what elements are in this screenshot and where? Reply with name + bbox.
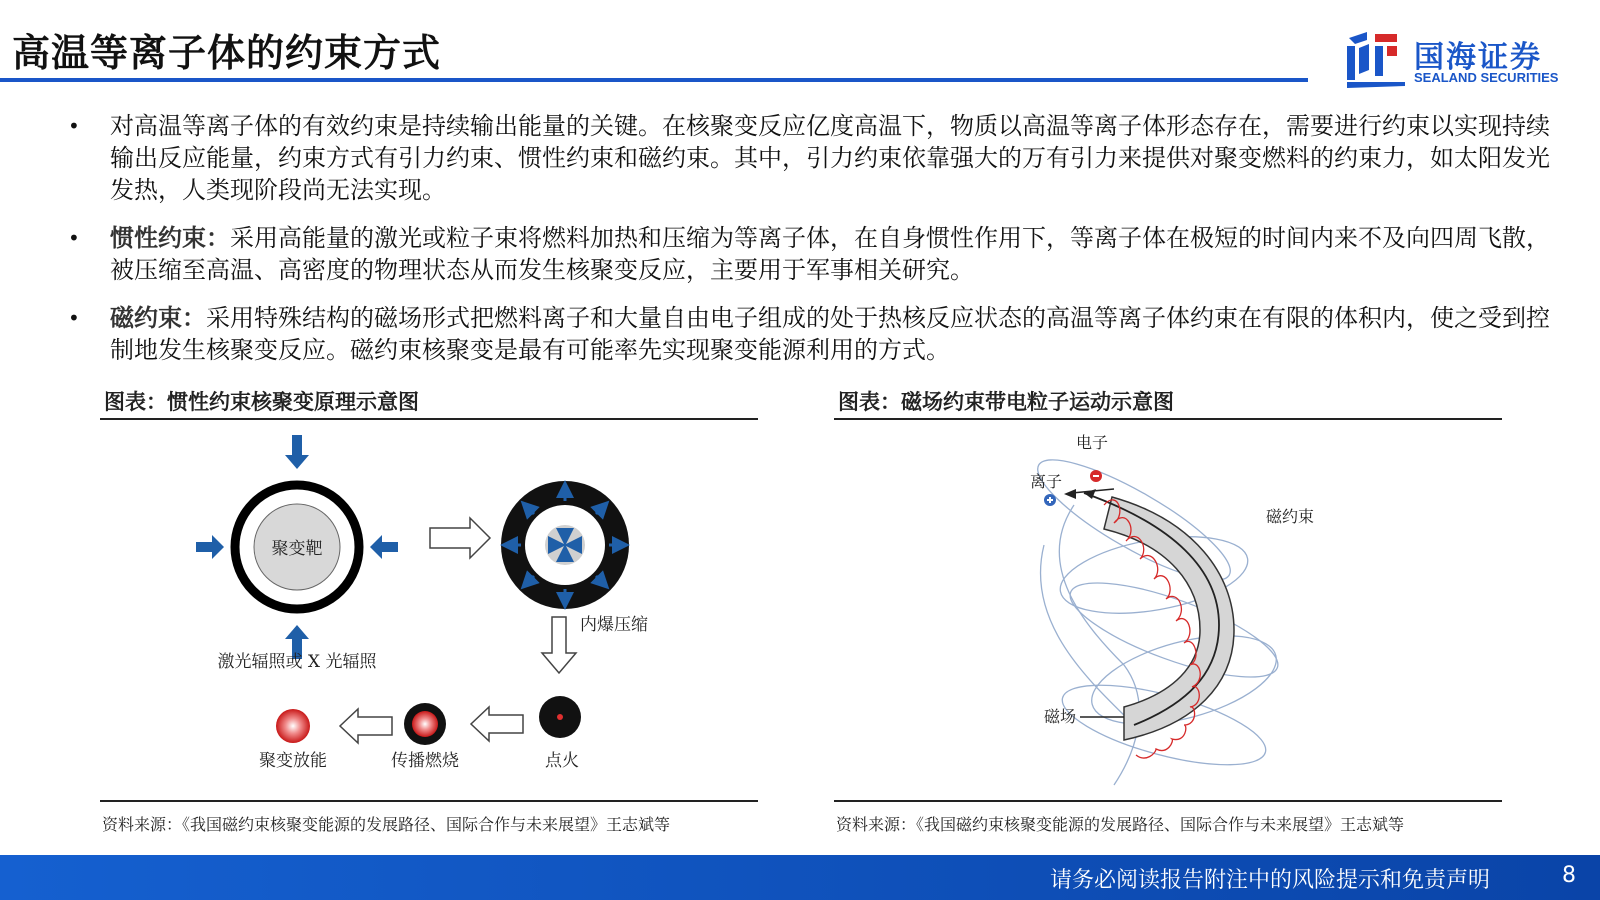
electron-label: 电子 [1076, 433, 1109, 452]
ion-arrow-head-icon [1064, 489, 1076, 499]
compression-ring [501, 481, 629, 609]
source-rule [100, 800, 758, 802]
footer-bar [0, 855, 1600, 900]
caption-rule [834, 418, 1502, 420]
laser-label: 激光辐照或 X 光辐照 [217, 652, 377, 672]
implosion-label: 内爆压缩 [580, 615, 648, 635]
ignition-icon [539, 696, 581, 738]
page-number: 8 [1562, 863, 1576, 888]
logo-subtitle: SEALAND SECURITIES [1414, 70, 1559, 85]
bullet-text: 采用特殊结构的磁场形式把燃料离子和大量自由电子组成的处于热核反应状态的高温等离子体约束在有限的体积内，使之受到控制地发生核聚变反应。磁约束核聚变是最有可能率先实现聚变能源利用的方式。 [110, 304, 1550, 364]
hollow-arrow-right-icon [430, 518, 490, 558]
figure-source: 资料来源：《我国磁约束核聚变能源的发展路径、国际合作与未来展望》王志斌等 [102, 815, 671, 834]
bullet-item [60, 222, 1560, 286]
bullet-keyword: 磁约束： [110, 304, 206, 332]
bullet-text: 对高温等离子体的有效约束是持续输出能量的关键。在核聚变反应亿度高温下，物质以高温等离子体形态存在，需要进行约束以实现持续输出反应能量，约束方式有引力约束、惯性约束和磁约束。其中，引力约束依靠强大的万有引力来提供对聚变燃料的约束力，如太阳发光发热，人类现阶段尚无法实现。 [110, 112, 1550, 204]
bullet-text: 采用高能量的激光或粒子束将燃料加热和压缩为等离子体，在自身惯性作用下，等离子体在极短的时间内来不及向四周飞散，被压缩至高温、高密度的物理状态从而发生核聚变反应，主要用于军事相关研究。 [110, 224, 1550, 284]
bullet-item [60, 110, 1560, 206]
title-underline [0, 78, 1308, 82]
disclaimer-link[interactable]: 请务必阅读报告附注中的风险提示和免责声明 [1049, 868, 1490, 893]
figure-caption: 图表：惯性约束核聚变原理示意图 [104, 390, 419, 414]
logo-name: 国海证券 [1414, 40, 1542, 75]
bullet-item [60, 302, 1560, 366]
bullet-dot-icon: • [68, 114, 80, 138]
confinement-tube [1104, 497, 1234, 740]
magnetic-confinement-diagram [834, 425, 1502, 800]
energy-release-icon [276, 709, 310, 743]
hollow-arrow-left-icon [340, 709, 392, 743]
burn-label: 传播燃烧 [391, 751, 459, 771]
page-title: 高温等离子体的约束方式 [12, 31, 442, 75]
hollow-arrow-left-icon [471, 707, 523, 741]
inertial-confinement-diagram [100, 425, 760, 800]
ion-label: 离子 [1030, 472, 1063, 491]
hollow-arrow-down-icon [542, 617, 576, 673]
target-label: 聚变靶 [271, 539, 323, 559]
beam-label: 磁约束 [1266, 507, 1315, 526]
field-lines [1025, 441, 1288, 785]
burn-propagation-icon [404, 703, 446, 745]
release-label: 聚变放能 [259, 751, 327, 771]
bullet-dot-icon: • [68, 306, 80, 330]
bullet-list [60, 110, 1560, 382]
source-rule [834, 800, 1502, 802]
caption-rule [100, 418, 758, 420]
bullet-dot-icon: • [68, 226, 80, 250]
figure-caption: 图表：磁场约束带电粒子运动示意图 [838, 390, 1174, 414]
ignite-label: 点火 [545, 751, 579, 771]
bullet-keyword: 惯性约束： [110, 224, 230, 252]
field-label: 磁场 [1044, 707, 1077, 726]
fusion-target [235, 485, 359, 609]
figure-source: 资料来源：《我国磁约束核聚变能源的发展路径、国际合作与未来展望》王志斌等 [836, 815, 1405, 834]
